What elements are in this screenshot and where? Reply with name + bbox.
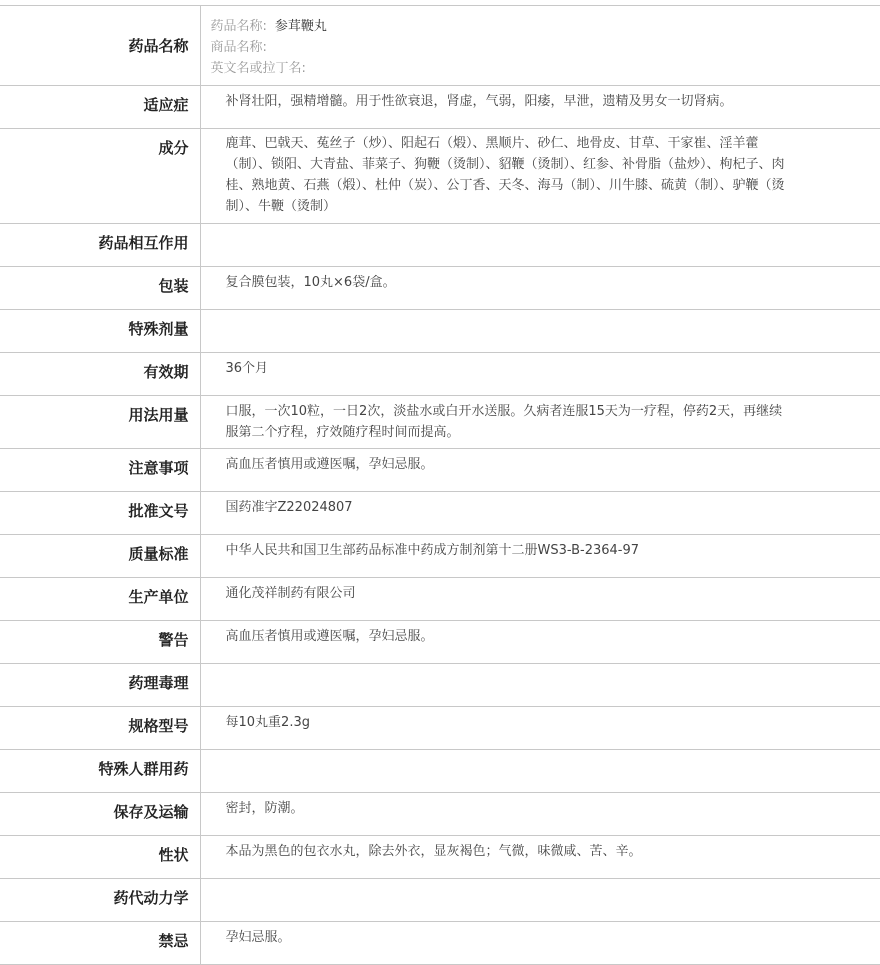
row-approval-number	[0, 492, 880, 535]
label-contraindications: 禁忌	[0, 922, 200, 965]
label-appearance: 性状	[0, 836, 200, 879]
value-special-dosage	[200, 310, 880, 353]
value-special-populations	[200, 750, 880, 793]
row-indications	[0, 86, 880, 129]
row-special-populations	[0, 750, 880, 793]
label-storage: 保存及运输	[0, 793, 200, 836]
row-appearance	[0, 836, 880, 879]
drug-name-values	[200, 6, 880, 86]
label-drug-name: 药品名称	[0, 6, 200, 86]
value-pharmacology	[200, 664, 880, 707]
label-precautions: 注意事项	[0, 449, 200, 492]
value-quality-standard: 中华人民共和国卫生部药品标准中药成方制剂第十二册WS3-B-2364-97	[200, 535, 880, 578]
generic-name-key: 药品名称:	[210, 19, 267, 34]
row-warning	[0, 621, 880, 664]
value-dosage: 口服，一次10粒，一日2次，淡盐水或白开水送服。久病者连服15天为一疗程，停药2天，再继续服第二个疗程，疗效随疗程时间而提高。	[200, 396, 880, 449]
label-interactions: 药品相互作用	[0, 224, 200, 267]
trade-name-key: 商品名称:	[210, 40, 267, 55]
label-special-populations: 特殊人群用药	[0, 750, 200, 793]
row-shelf-life	[0, 353, 880, 396]
row-pharmacology	[0, 664, 880, 707]
trade-name-line	[211, 37, 871, 58]
label-special-dosage: 特殊剂量	[0, 310, 200, 353]
label-pharmacology: 药理毒理	[0, 664, 200, 707]
english-name-line	[211, 58, 871, 79]
value-shelf-life: 36个月	[200, 353, 880, 396]
label-pharmacokinetics: 药代动力学	[0, 879, 200, 922]
value-indications: 补肾壮阳，强精增髓。用于性欲衰退，肾虚，气弱，阳痿，早泄，遗精及男女一切肾病。	[200, 86, 880, 129]
drug-info-sheet	[0, 5, 880, 965]
value-specification: 每10丸重2.3g	[200, 707, 880, 750]
generic-name-value: 参茸鞭丸	[274, 19, 327, 34]
row-quality-standard	[0, 535, 880, 578]
generic-name-line	[211, 16, 871, 37]
value-contraindications: 孕妇忌服。	[200, 922, 880, 965]
drug-info-table	[0, 5, 880, 965]
row-special-dosage	[0, 310, 880, 353]
row-contraindications	[0, 922, 880, 965]
value-approval-number: 国药准字Z22024807	[200, 492, 880, 535]
value-appearance: 本品为黑色的包衣水丸，除去外衣，显灰褐色；气微，味微咸、苦、辛。	[200, 836, 880, 879]
label-warning: 警告	[0, 621, 200, 664]
row-precautions	[0, 449, 880, 492]
label-dosage: 用法用量	[0, 396, 200, 449]
value-storage: 密封，防潮。	[200, 793, 880, 836]
row-interactions	[0, 224, 880, 267]
label-packaging: 包装	[0, 267, 200, 310]
value-warning: 高血压者慎用或遵医嘱，孕妇忌服。	[200, 621, 880, 664]
row-ingredients	[0, 129, 880, 224]
label-indications: 适应症	[0, 86, 200, 129]
label-specification: 规格型号	[0, 707, 200, 750]
label-approval-number: 批准文号	[0, 492, 200, 535]
row-dosage	[0, 396, 880, 449]
value-manufacturer: 通化茂祥制药有限公司	[200, 578, 880, 621]
english-name-key: 英文名或拉丁名:	[210, 61, 306, 76]
row-storage	[0, 793, 880, 836]
value-interactions	[200, 224, 880, 267]
value-pharmacokinetics	[200, 879, 880, 922]
value-packaging: 复合膜包装，10丸×6袋/盒。	[200, 267, 880, 310]
row-drug-name	[0, 6, 880, 86]
label-quality-standard: 质量标准	[0, 535, 200, 578]
label-shelf-life: 有效期	[0, 353, 200, 396]
label-ingredients: 成分	[0, 129, 200, 224]
value-precautions: 高血压者慎用或遵医嘱，孕妇忌服。	[200, 449, 880, 492]
value-ingredients: 鹿茸、巴戟天、菟丝子（炒）、阳起石（煅）、黑顺片、砂仁、地骨皮、甘草、干家崔、淫羊藿（制）、锁阳、大青盐、菲菜子、狗鞭（烫制）、貂鞭（烫制）、红参、补骨脂（盐炒）、枸杞子、肉桂、熟地黄、石燕（煅）、杜仲（炭）、公丁香、天冬、海马（制）、川牛膝、硫黄（制）、驴鞭（烫制）、牛鞭（烫制）	[200, 129, 880, 224]
label-manufacturer: 生产单位	[0, 578, 200, 621]
row-specification	[0, 707, 880, 750]
row-packaging	[0, 267, 880, 310]
row-manufacturer	[0, 578, 880, 621]
row-pharmacokinetics	[0, 879, 880, 922]
